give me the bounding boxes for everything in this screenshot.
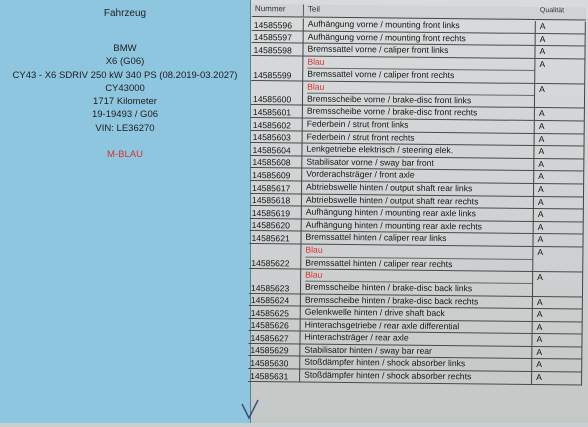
part-number: 14585603 xyxy=(251,131,303,143)
part-cell xyxy=(302,319,533,333)
part-number: 14585602 xyxy=(251,118,303,130)
vehicle-color: M-BLAU xyxy=(107,149,143,160)
part-color-note: Blau xyxy=(305,244,532,259)
vehicle-info xyxy=(0,42,250,135)
part-quality: A xyxy=(533,334,582,346)
part-color-note: Blau xyxy=(307,81,534,96)
part-number: 14585598 xyxy=(251,43,303,55)
part-number: 14585608 xyxy=(250,156,302,168)
part-number: 14585619 xyxy=(250,206,302,218)
part-quality: A xyxy=(535,197,584,209)
part-number: 14585597 xyxy=(252,31,304,43)
part-number: 14585599 xyxy=(251,56,303,80)
part-quality: A xyxy=(534,234,583,246)
vehicle-type-code: 19-19493 / G06 xyxy=(91,109,159,121)
part-cell xyxy=(303,207,534,221)
checkmark-icon xyxy=(240,398,260,420)
part-cell xyxy=(301,332,532,346)
part-quality: A xyxy=(535,146,584,158)
part-number: 14585624 xyxy=(249,293,301,305)
part-cell xyxy=(304,106,535,120)
part-description: Bremsscheibe vorne / brake-disc front rechts xyxy=(306,105,478,118)
part-cell xyxy=(303,169,534,183)
part-number: 14585609 xyxy=(250,168,302,180)
part-cell xyxy=(304,44,535,58)
part-quality: A xyxy=(534,247,583,271)
part-cell xyxy=(304,119,535,133)
part-description: Bremssattel vorne / caliper front rechts xyxy=(307,68,455,81)
part-number: 14585621 xyxy=(249,231,301,243)
part-number: 14585622 xyxy=(249,244,301,268)
part-cell xyxy=(302,269,533,295)
part-description: Bremsscheibe hinten / brake-disc back links xyxy=(304,281,473,294)
part-cell xyxy=(301,370,532,384)
part-description: Hinterachsträger / rear axle xyxy=(304,331,409,343)
part-quality: A xyxy=(533,372,582,384)
part-quality: A xyxy=(535,159,584,171)
part-description: Stoßdämpfer hinten / shock absorber rechts xyxy=(304,369,472,382)
part-cell xyxy=(302,307,533,321)
part-quality: A xyxy=(536,46,585,58)
vehicle-panel xyxy=(0,0,251,423)
part-description: Aufhängung hinten / mounting rear axle links xyxy=(305,206,476,219)
part-quality: A xyxy=(535,171,584,183)
table-row xyxy=(251,81,585,109)
part-quality: A xyxy=(535,184,584,196)
part-number: 14585629 xyxy=(248,344,300,356)
part-number: 14585600 xyxy=(251,81,303,105)
part-cell xyxy=(303,194,534,208)
part-quality: A xyxy=(536,84,585,108)
part-cell xyxy=(303,156,534,170)
part-number: 14585631 xyxy=(248,369,300,381)
part-quality: A xyxy=(533,359,582,371)
part-cell xyxy=(304,131,535,145)
part-quality: A xyxy=(537,21,586,33)
column-header-part: Teil xyxy=(304,5,536,20)
part-description: Gelenkwelle hinten / drive shaft back xyxy=(304,306,445,319)
part-cell xyxy=(303,144,534,158)
part-quality: A xyxy=(534,272,583,296)
part-quality: A xyxy=(536,121,585,133)
part-cell xyxy=(302,294,533,308)
part-number: 14585618 xyxy=(250,194,302,206)
part-number: 14585627 xyxy=(248,331,300,343)
part-description: Bremsscheibe vorne / brake-disc front links xyxy=(306,93,472,106)
parts-rows xyxy=(248,18,586,385)
part-number: 14585601 xyxy=(251,105,303,117)
part-cell xyxy=(302,244,533,270)
table-row xyxy=(249,269,583,297)
part-cell xyxy=(301,344,532,358)
vehicle-header: Fahrzeug xyxy=(103,8,147,19)
part-number: 14585625 xyxy=(249,306,301,318)
part-number: 14585617 xyxy=(250,181,302,193)
part-cell xyxy=(304,81,535,107)
vehicle-mileage: 1717 Kilometer xyxy=(93,96,157,108)
part-cell xyxy=(301,357,532,371)
part-description: Bremssattel hinten / caliper rear links xyxy=(305,231,447,244)
part-description: Lenkgetriebe elektrisch / steering elek. xyxy=(306,143,454,156)
part-cell xyxy=(304,56,535,82)
part-quality: A xyxy=(533,347,582,359)
part-cell xyxy=(302,232,533,246)
part-cell xyxy=(305,31,536,45)
vehicle-brand: BMW xyxy=(113,43,137,54)
part-description: Bremsscheibe hinten / brake-disc back rechts xyxy=(304,294,479,306)
part-description: Vorderachsträger / front axle xyxy=(306,168,415,181)
part-quality: A xyxy=(535,209,584,221)
part-description: Stabilisator vorne / sway bar front xyxy=(306,156,434,168)
part-description: Abtriebswelle hinten / output shaft rear rechts xyxy=(305,194,479,206)
parts-table xyxy=(248,4,588,426)
vehicle-code: CY43000 xyxy=(105,82,145,94)
part-description: Abtriebswelle hinten / output shaft rear links xyxy=(306,181,473,194)
part-description: Stoßdämpfer hinten / shock absorber links xyxy=(304,357,466,369)
part-number: 14585630 xyxy=(248,356,300,368)
part-number: 14585596 xyxy=(252,18,304,30)
part-description: Stabilisator hinten / sway bar rear xyxy=(304,344,432,356)
part-quality: A xyxy=(534,296,583,308)
part-description: Federbein / strut front links xyxy=(306,118,409,130)
part-description: Aufhängung hinten / mounting rear axle rechts xyxy=(305,219,483,232)
part-number: 14585626 xyxy=(249,319,301,331)
part-quality: A xyxy=(536,108,585,120)
part-description: Federbein / strut front rechts xyxy=(306,131,415,143)
part-cell xyxy=(303,181,534,195)
table-row xyxy=(248,369,582,385)
part-description: Hinterachsgetriebe / rear axle differential xyxy=(304,319,460,331)
column-header-number: Nummer xyxy=(252,4,304,18)
part-description: Bremssattel vorne / caliper front links xyxy=(307,43,449,56)
part-quality: A xyxy=(536,59,585,83)
column-header-quality: Qualität xyxy=(536,7,586,21)
part-quality: A xyxy=(536,134,585,146)
part-color-note: Blau xyxy=(307,56,534,71)
table-row xyxy=(249,244,583,272)
part-description: Aufhängung vorne / mounting front links xyxy=(307,18,460,31)
table-row xyxy=(251,56,585,84)
part-number: 14585620 xyxy=(250,219,302,231)
part-cell xyxy=(303,219,534,233)
part-quality: A xyxy=(535,222,584,234)
part-quality: A xyxy=(534,322,583,334)
part-description: Aufhängung vorne / mounting front rechts xyxy=(307,31,466,43)
part-description: Bremssattel hinten / caliper rear rechts xyxy=(305,257,453,269)
vehicle-variant: CY43 - X6 SDRIV 250 kW 340 PS (08.2019-03.2027) xyxy=(12,69,238,81)
part-color-note: Blau xyxy=(305,269,532,284)
vehicle-vin: VIN: LE36270 xyxy=(95,122,155,134)
part-quality: A xyxy=(534,309,583,321)
part-number: 14585623 xyxy=(249,269,301,293)
part-number: 14585604 xyxy=(250,143,302,155)
part-quality: A xyxy=(537,34,586,46)
part-cell xyxy=(305,19,536,33)
vehicle-model: X6 (G06) xyxy=(105,56,145,68)
